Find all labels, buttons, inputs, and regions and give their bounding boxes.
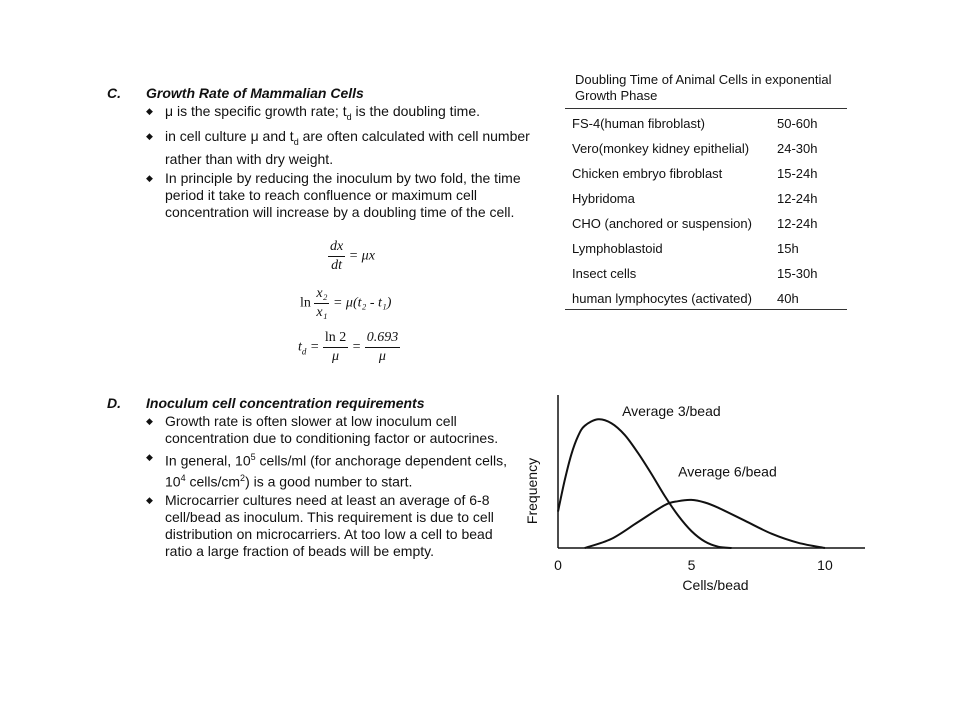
list-item: ◆ In principle by reducing the inoculum by two fold, the time period it take to reach confluence or maximum cell concentration will increase by a doubling time of the cell.	[146, 169, 521, 220]
section-d-title: Inoculum cell concentration requirements	[146, 395, 425, 411]
bullet-icon: ◆	[146, 130, 153, 141]
section-c-title: Growth Rate of Mammalian Cells	[146, 85, 364, 101]
x-tick-label: 0	[554, 557, 562, 573]
equation-growth-rate: $\frac{dx}{dt}$ = μx	[330, 239, 375, 273]
bullet-icon: ◆	[146, 172, 153, 183]
section-d-letter: D.	[107, 395, 121, 411]
equation-log-ratio: ln $\frac{\text{x₂}}{\text{x₁}}$ = μ(t₂ - t₁)	[300, 286, 392, 320]
bullet-icon: ◆	[146, 416, 153, 426]
table-title: Doubling Time of Animal Cells in exponential Growth Phase	[575, 72, 832, 103]
doubling-time-table	[565, 72, 847, 310]
bullet-icon: ◆	[146, 106, 153, 116]
table-row: FS-4(human fibroblast) 50-60h	[572, 116, 818, 131]
x-tick-label: 5	[687, 557, 696, 573]
table-row: Vero(monkey kidney epithelial) 24-30h	[572, 141, 818, 156]
section-c-bullets	[146, 103, 555, 223]
section-c-letter: C.	[107, 85, 121, 101]
bullet-icon: ◆	[146, 452, 153, 462]
list-item: ◆ μ is the specific growth rate; $t_d$ is the doubling time.	[146, 103, 481, 122]
series-line-1	[558, 419, 732, 548]
equation-doubling-time: $t_d$ = $\frac{\ln 2}{\mu}$ = $\frac{0.693}{\mu}$	[298, 330, 399, 364]
y-axis-label: Frequency	[524, 457, 540, 525]
table-bottom-rule	[565, 309, 847, 310]
series-label-1: Average 3/bead	[622, 402, 721, 419]
table-row: Lymphoblastoid 15h	[572, 241, 799, 256]
series-label-2: Average 6/bead	[678, 463, 777, 480]
table-row: CHO (anchored or suspension) 12-24h	[572, 216, 818, 231]
table-row: Hybridoma 12-24h	[572, 191, 818, 206]
table-row: Chicken embryo fibroblast 15-24h	[572, 166, 818, 181]
list-item: ◆ In general, $10^5$ cells/ml (for anchorage dependent cells, $10^4$ cells/$cm^2$) is a good number to start.	[165, 449, 510, 490]
x-axis-label: Cells/bead	[682, 577, 749, 593]
cells-per-bead-chart	[510, 390, 880, 600]
table-row: human lymphocytes (activated) 40h	[572, 291, 799, 306]
table-row: Insect cells 15-30h	[572, 266, 818, 281]
x-tick-label: 10	[817, 557, 833, 573]
list-item: ◆ in cell culture μ and $t_d$ are often calculated with cell number rather than with dry weight.	[146, 127, 530, 167]
bullet-icon: ◆	[146, 495, 153, 506]
list-item: ◆ Microcarrier cultures need at least an average of 6-8 cell/bead as inoculum. This requirement is due to cell distribution on microcarriers. At too low a cell to bead ratio a large fraction of beads will be empty.	[146, 492, 494, 560]
list-item: ◆ Growth rate is often slower at low inoculum cell concentration due to conditioning factor or autocrines.	[146, 413, 499, 446]
section-d-bullets	[146, 413, 510, 562]
